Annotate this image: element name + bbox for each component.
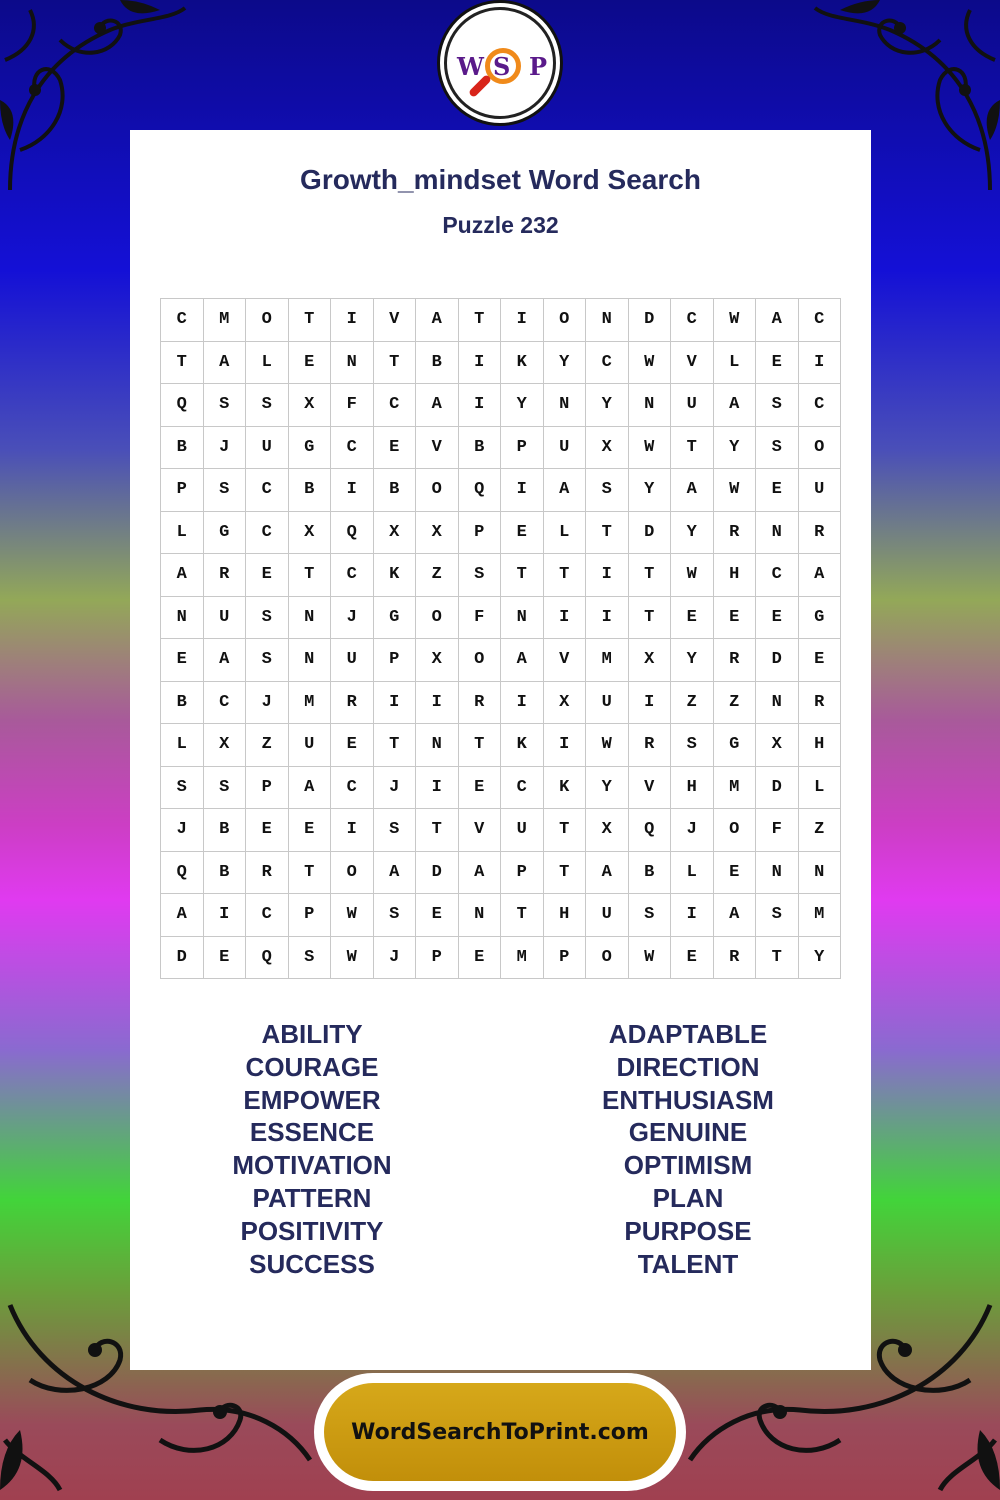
logo-badge [444, 7, 556, 119]
grid-cell[interactable]: X [586, 427, 629, 470]
grid-cell[interactable]: I [501, 469, 544, 512]
grid-cell[interactable]: V [629, 767, 672, 810]
grid-cell[interactable]: C [246, 469, 289, 512]
grid-cell[interactable]: Y [586, 767, 629, 810]
word-list-item: ADAPTABLE [608, 1019, 768, 1049]
word-list-right-column [538, 1018, 838, 1280]
grid-cell[interactable]: S [246, 597, 289, 640]
grid-cell[interactable]: I [586, 554, 629, 597]
grid-cell[interactable]: K [374, 554, 417, 597]
grid-cell[interactable]: U [289, 724, 332, 767]
grid-cell[interactable]: A [714, 894, 757, 937]
grid-cell[interactable]: Q [459, 469, 502, 512]
grid-cell[interactable]: U [331, 639, 374, 682]
grid-cell[interactable]: L [161, 512, 204, 555]
word-list-item: PLAN [652, 1182, 724, 1213]
grid-cell[interactable]: U [586, 894, 629, 937]
grid-cell[interactable]: P [544, 937, 587, 980]
word-list-item: GENUINE [628, 1117, 748, 1148]
grid-cell[interactable]: T [374, 342, 417, 385]
grid-cell[interactable]: J [374, 937, 417, 980]
grid-cell[interactable]: Z [246, 724, 289, 767]
grid-cell[interactable]: L [161, 724, 204, 767]
word-list-item: PATTERN [252, 1182, 372, 1213]
grid-cell[interactable]: C [246, 894, 289, 937]
grid-cell[interactable]: Q [161, 852, 204, 895]
grid-cell[interactable]: R [714, 937, 757, 980]
grid-cell[interactable]: E [289, 342, 332, 385]
grid-cell[interactable]: F [459, 597, 502, 640]
grid-cell[interactable]: L [714, 342, 757, 385]
grid-cell[interactable]: X [544, 682, 587, 725]
logo-letter-s: S [493, 52, 511, 81]
grid-cell[interactable]: C [501, 767, 544, 810]
grid-cell[interactable]: G [374, 597, 417, 640]
grid-cell[interactable]: G [204, 512, 247, 555]
grid-cell[interactable]: T [544, 852, 587, 895]
grid-cell[interactable]: R [331, 682, 374, 725]
grid-cell[interactable]: U [246, 427, 289, 470]
grid-cell[interactable]: M [289, 682, 332, 725]
grid-cell[interactable]: G [289, 427, 332, 470]
grid-cell[interactable]: E [714, 852, 757, 895]
grid-cell[interactable]: S [204, 767, 247, 810]
grid-cell[interactable]: E [204, 937, 247, 980]
grid-cell[interactable]: S [204, 384, 247, 427]
grid-cell[interactable]: A [161, 894, 204, 937]
grid-cell[interactable]: W [629, 427, 672, 470]
grid-cell[interactable]: I [671, 894, 714, 937]
grid-cell[interactable]: Y [799, 937, 842, 980]
grid-cell[interactable]: A [374, 852, 417, 895]
grid-cell[interactable]: E [161, 639, 204, 682]
grid-cell[interactable]: P [289, 894, 332, 937]
grid-cell[interactable]: C [799, 299, 842, 342]
grid-cell[interactable]: T [374, 724, 417, 767]
grid-cell[interactable]: D [756, 639, 799, 682]
grid-cell[interactable]: N [459, 894, 502, 937]
grid-cell[interactable]: J [246, 682, 289, 725]
grid-cell[interactable]: N [331, 342, 374, 385]
grid-cell[interactable]: B [289, 469, 332, 512]
grid-cell[interactable]: T [459, 299, 502, 342]
grid-cell[interactable]: O [799, 427, 842, 470]
grid-cell[interactable]: B [161, 427, 204, 470]
puzzle-card [130, 130, 871, 1370]
grid-cell[interactable]: R [629, 724, 672, 767]
grid-cell[interactable]: B [204, 852, 247, 895]
grid-cell[interactable]: C [246, 512, 289, 555]
grid-cell[interactable]: A [204, 639, 247, 682]
grid-cell[interactable]: L [246, 342, 289, 385]
grid-cell[interactable]: C [331, 427, 374, 470]
grid-cell[interactable]: I [331, 809, 374, 852]
grid-cell[interactable]: Z [416, 554, 459, 597]
grid-cell[interactable]: S [374, 809, 417, 852]
grid-cell[interactable]: V [459, 809, 502, 852]
word-list-item: OPTIMISM [623, 1150, 753, 1181]
grid-cell[interactable]: Q [246, 937, 289, 980]
word-list-item: POSITIVITY [240, 1215, 384, 1246]
grid-cell[interactable]: I [501, 299, 544, 342]
grid-cell[interactable]: V [374, 299, 417, 342]
grid-cell[interactable]: V [671, 342, 714, 385]
grid-cell[interactable]: Y [544, 342, 587, 385]
grid-cell[interactable]: O [714, 809, 757, 852]
grid-cell[interactable]: N [501, 597, 544, 640]
grid-cell[interactable]: A [459, 852, 502, 895]
grid-cell[interactable]: A [756, 299, 799, 342]
grid-cell[interactable]: J [374, 767, 417, 810]
grid-cell[interactable]: B [374, 469, 417, 512]
grid-cell[interactable]: C [161, 299, 204, 342]
grid-cell[interactable]: D [756, 767, 799, 810]
grid-cell[interactable]: N [289, 639, 332, 682]
word-list-item: ENTHUSIASM [602, 1084, 774, 1115]
grid-cell[interactable]: S [204, 469, 247, 512]
grid-cell[interactable]: J [331, 597, 374, 640]
grid-cell[interactable]: N [756, 852, 799, 895]
grid-cell[interactable]: P [374, 639, 417, 682]
grid-cell[interactable]: X [416, 639, 459, 682]
grid-cell[interactable]: O [544, 299, 587, 342]
letter-grid [160, 298, 841, 979]
grid-cell[interactable]: J [671, 809, 714, 852]
grid-cell[interactable]: I [544, 724, 587, 767]
grid-cell[interactable]: E [246, 809, 289, 852]
grid-cell[interactable]: W [629, 937, 672, 980]
grid-cell[interactable]: P [161, 469, 204, 512]
grid-cell[interactable]: P [501, 852, 544, 895]
grid-cell[interactable]: F [331, 384, 374, 427]
grid-cell[interactable]: E [374, 427, 417, 470]
grid-cell[interactable]: T [501, 894, 544, 937]
page-title: Growth_mindset Word Search [300, 164, 701, 195]
grid-cell[interactable]: E [756, 469, 799, 512]
grid-cell[interactable]: P [501, 427, 544, 470]
logo-letter-p: P [529, 52, 548, 81]
grid-cell[interactable]: Z [671, 682, 714, 725]
grid-cell[interactable]: N [161, 597, 204, 640]
grid-cell[interactable]: S [374, 894, 417, 937]
grid-cell[interactable]: S [586, 469, 629, 512]
grid-cell[interactable]: O [246, 299, 289, 342]
word-list-item: ABILITY [261, 1019, 363, 1049]
grid-cell[interactable]: N [756, 682, 799, 725]
grid-cell[interactable]: R [246, 852, 289, 895]
grid-cell[interactable]: U [544, 427, 587, 470]
word-list-item: MOTIVATION [232, 1150, 392, 1181]
word-list-item: EMPOWER [243, 1084, 381, 1115]
grid-cell[interactable]: A [586, 852, 629, 895]
grid-cell[interactable]: Q [629, 809, 672, 852]
grid-cell[interactable]: N [544, 384, 587, 427]
grid-cell[interactable]: I [374, 682, 417, 725]
word-list-left-column [162, 1018, 462, 1280]
grid-cell[interactable]: S [756, 894, 799, 937]
grid-cell[interactable]: I [416, 767, 459, 810]
grid-cell[interactable]: N [289, 597, 332, 640]
word-list-item: TALENT [637, 1248, 739, 1279]
grid-cell[interactable]: T [586, 512, 629, 555]
grid-cell[interactable]: X [374, 512, 417, 555]
grid-cell[interactable]: W [629, 342, 672, 385]
grid-cell[interactable]: Q [161, 384, 204, 427]
grid-cell[interactable]: B [204, 809, 247, 852]
grid-cell[interactable]: A [501, 639, 544, 682]
grid-cell[interactable]: A [544, 469, 587, 512]
grid-cell[interactable]: Y [501, 384, 544, 427]
grid-cell[interactable]: C [331, 554, 374, 597]
grid-cell[interactable]: D [629, 299, 672, 342]
footer-site-label: WordSearchToPrint.com [324, 1383, 676, 1481]
grid-cell[interactable]: E [799, 639, 842, 682]
grid-cell[interactable]: T [629, 597, 672, 640]
grid-cell[interactable]: T [501, 554, 544, 597]
grid-cell[interactable]: N [756, 512, 799, 555]
grid-cell[interactable]: C [756, 554, 799, 597]
grid-cell[interactable]: F [756, 809, 799, 852]
grid-cell[interactable]: S [756, 384, 799, 427]
grid-cell[interactable]: X [289, 384, 332, 427]
word-list-item: DIRECTION [616, 1051, 760, 1082]
grid-cell[interactable]: C [799, 384, 842, 427]
puzzle-number: Puzzle 232 [442, 212, 559, 238]
grid-cell[interactable]: X [629, 639, 672, 682]
grid-cell[interactable]: I [629, 682, 672, 725]
grid-cell[interactable]: O [459, 639, 502, 682]
grid-cell[interactable]: M [714, 767, 757, 810]
grid-cell[interactable]: H [799, 724, 842, 767]
grid-cell[interactable]: Y [586, 384, 629, 427]
grid-cell[interactable]: I [459, 384, 502, 427]
grid-cell[interactable]: E [459, 937, 502, 980]
grid-cell[interactable]: C [331, 767, 374, 810]
grid-cell[interactable]: U [501, 809, 544, 852]
grid-cell[interactable]: U [204, 597, 247, 640]
grid-cell[interactable]: T [756, 937, 799, 980]
grid-cell[interactable]: U [586, 682, 629, 725]
grid-cell[interactable]: H [671, 767, 714, 810]
word-list-item: COURAGE [245, 1051, 379, 1082]
grid-cell[interactable]: X [756, 724, 799, 767]
grid-cell[interactable]: S [246, 639, 289, 682]
grid-cell[interactable]: J [204, 427, 247, 470]
grid-cell[interactable]: W [331, 894, 374, 937]
grid-cell[interactable]: T [629, 554, 672, 597]
grid-cell[interactable]: K [501, 342, 544, 385]
grid-cell[interactable]: M [501, 937, 544, 980]
grid-cell[interactable]: L [671, 852, 714, 895]
grid-cell[interactable]: Y [671, 639, 714, 682]
grid-cell[interactable]: I [331, 299, 374, 342]
grid-cell[interactable]: R [714, 639, 757, 682]
grid-cell[interactable]: X [289, 512, 332, 555]
grid-cell[interactable]: B [629, 852, 672, 895]
grid-cell[interactable]: O [416, 597, 459, 640]
grid-cell[interactable]: I [331, 469, 374, 512]
grid-cell[interactable]: O [416, 469, 459, 512]
grid-cell[interactable]: B [459, 427, 502, 470]
grid-cell[interactable]: W [714, 469, 757, 512]
grid-cell[interactable]: I [416, 682, 459, 725]
grid-cell[interactable]: W [671, 554, 714, 597]
grid-cell[interactable]: O [586, 937, 629, 980]
grid-cell[interactable]: V [544, 639, 587, 682]
grid-cell[interactable]: Y [671, 512, 714, 555]
grid-cell[interactable]: I [544, 597, 587, 640]
grid-cell[interactable]: D [161, 937, 204, 980]
footer-site-link[interactable] [314, 1373, 686, 1491]
grid-cell[interactable]: W [331, 937, 374, 980]
grid-cell[interactable]: M [799, 894, 842, 937]
grid-cell[interactable]: Y [714, 427, 757, 470]
grid-cell[interactable]: X [204, 724, 247, 767]
grid-cell[interactable]: J [161, 809, 204, 852]
grid-cell[interactable]: I [459, 342, 502, 385]
grid-cell[interactable]: T [289, 554, 332, 597]
grid-cell[interactable]: K [544, 767, 587, 810]
grid-cell[interactable]: S [459, 554, 502, 597]
grid-cell[interactable]: A [671, 469, 714, 512]
word-list-item: PURPOSE [624, 1215, 752, 1246]
grid-cell[interactable]: R [204, 554, 247, 597]
grid-cell[interactable]: P [246, 767, 289, 810]
grid-cell[interactable]: L [799, 767, 842, 810]
grid-cell[interactable]: R [799, 682, 842, 725]
grid-cell[interactable]: Q [331, 512, 374, 555]
grid-cell[interactable]: X [586, 809, 629, 852]
grid-cell[interactable]: X [416, 512, 459, 555]
grid-cell[interactable]: I [586, 597, 629, 640]
grid-cell[interactable]: T [289, 852, 332, 895]
grid-cell[interactable]: T [544, 554, 587, 597]
grid-cell[interactable]: T [459, 724, 502, 767]
grid-cell[interactable]: E [756, 597, 799, 640]
grid-cell[interactable]: G [799, 597, 842, 640]
grid-cell[interactable]: T [161, 342, 204, 385]
grid-cell[interactable]: U [671, 384, 714, 427]
word-list-item: ESSENCE [249, 1117, 375, 1148]
grid-cell[interactable]: P [416, 937, 459, 980]
grid-cell[interactable]: G [714, 724, 757, 767]
grid-cell[interactable]: E [671, 597, 714, 640]
grid-cell[interactable]: B [161, 682, 204, 725]
grid-cell[interactable]: O [331, 852, 374, 895]
grid-cell[interactable]: S [289, 937, 332, 980]
grid-cell[interactable]: B [416, 342, 459, 385]
grid-cell[interactable]: E [246, 554, 289, 597]
grid-cell[interactable]: E [714, 597, 757, 640]
grid-cell[interactable]: S [671, 724, 714, 767]
grid-cell[interactable]: S [161, 767, 204, 810]
grid-cell[interactable]: U [799, 469, 842, 512]
grid-cell[interactable]: P [459, 512, 502, 555]
grid-cell[interactable]: E [459, 767, 502, 810]
grid-cell[interactable]: H [714, 554, 757, 597]
grid-cell[interactable]: A [204, 342, 247, 385]
grid-cell[interactable]: T [671, 427, 714, 470]
grid-cell[interactable]: W [714, 299, 757, 342]
grid-cell[interactable]: K [501, 724, 544, 767]
grid-cell[interactable]: I [204, 894, 247, 937]
grid-cell[interactable]: R [714, 512, 757, 555]
grid-cell[interactable]: M [586, 639, 629, 682]
grid-cell[interactable]: L [544, 512, 587, 555]
grid-cell[interactable]: N [629, 384, 672, 427]
word-list-item: SUCCESS [249, 1248, 375, 1279]
grid-cell[interactable]: V [416, 427, 459, 470]
grid-cell[interactable]: A [416, 299, 459, 342]
grid-cell[interactable]: T [544, 809, 587, 852]
grid-cell[interactable]: I [501, 682, 544, 725]
grid-cell[interactable]: I [799, 342, 842, 385]
grid-cell[interactable]: D [416, 852, 459, 895]
grid-cell[interactable]: T [289, 299, 332, 342]
grid-cell[interactable]: C [586, 342, 629, 385]
grid-cell[interactable]: A [416, 384, 459, 427]
grid-cell[interactable]: N [799, 852, 842, 895]
grid-cell[interactable]: M [204, 299, 247, 342]
grid-cell[interactable]: R [799, 512, 842, 555]
grid-cell[interactable]: E [756, 342, 799, 385]
grid-cell[interactable]: H [544, 894, 587, 937]
grid-cell[interactable]: E [501, 512, 544, 555]
grid-cell[interactable]: T [416, 809, 459, 852]
grid-cell[interactable]: E [671, 937, 714, 980]
grid-cell[interactable]: S [246, 384, 289, 427]
grid-cell[interactable]: C [374, 384, 417, 427]
grid-cell[interactable]: N [416, 724, 459, 767]
grid-cell[interactable]: R [459, 682, 502, 725]
grid-cell[interactable]: Y [629, 469, 672, 512]
grid-cell[interactable]: N [586, 299, 629, 342]
grid-cell[interactable]: E [416, 894, 459, 937]
grid-cell[interactable]: C [204, 682, 247, 725]
logo-letter-w: W [457, 52, 484, 81]
grid-cell[interactable]: E [289, 809, 332, 852]
grid-cell[interactable]: S [629, 894, 672, 937]
grid-cell[interactable]: A [161, 554, 204, 597]
grid-cell[interactable]: A [799, 554, 842, 597]
site-logo[interactable] [437, 0, 563, 126]
grid-cell[interactable]: A [714, 384, 757, 427]
grid-cell[interactable]: E [331, 724, 374, 767]
grid-cell[interactable]: S [756, 427, 799, 470]
grid-cell[interactable]: W [586, 724, 629, 767]
grid-cell[interactable]: Z [714, 682, 757, 725]
grid-cell[interactable]: Z [799, 809, 842, 852]
grid-cell[interactable]: D [629, 512, 672, 555]
grid-cell[interactable]: A [289, 767, 332, 810]
grid-cell[interactable]: C [671, 299, 714, 342]
